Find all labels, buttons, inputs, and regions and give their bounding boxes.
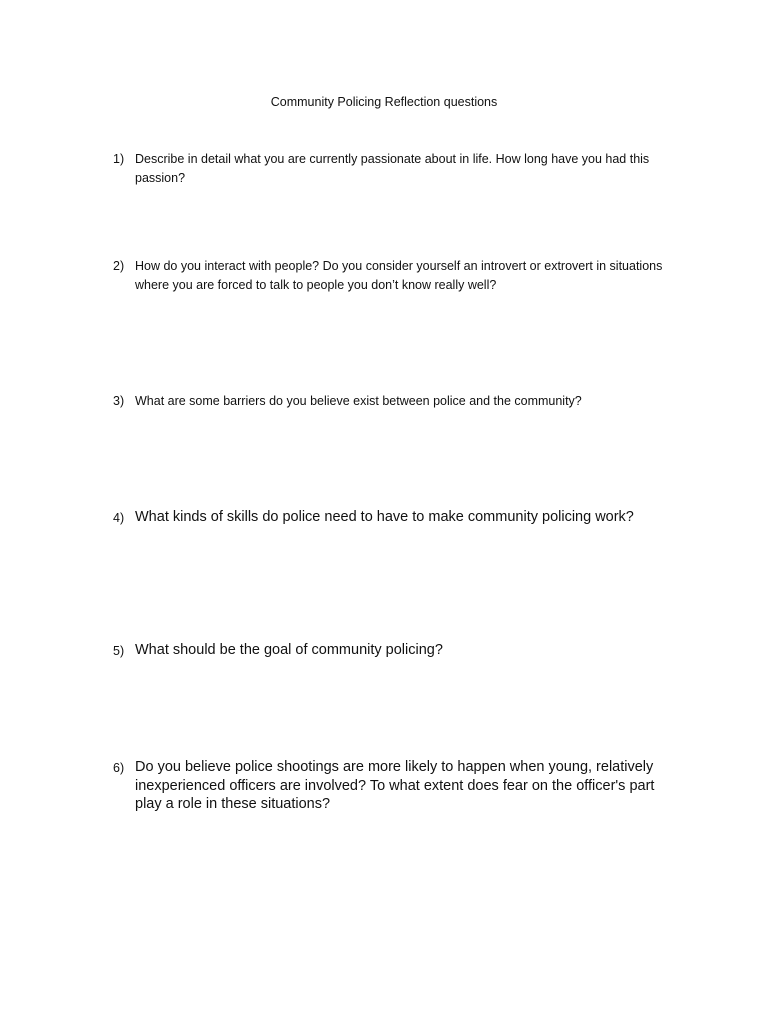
question-text: How do you interact with people? Do you consider yourself an introvert or extrovert in situations where you are forced to talk to people you don’t know really well? (135, 259, 663, 292)
question-number: 3) (113, 394, 125, 408)
document-title: Community Policing Reflection questions (270, 95, 498, 109)
question-number: 4) (113, 511, 125, 525)
question-text: What kinds of skills do police need to have to make community policing work? (135, 509, 634, 525)
question-number: 2) (113, 259, 125, 273)
question-text: What should be the goal of community policing? (135, 642, 443, 658)
question-text: Do you believe police shootings are more likely to happen when young, relatively inexperienced officers are involved? To what extent does fear on the officer's part play a role in these situations? (135, 759, 655, 812)
question-number: 6) (113, 761, 125, 775)
question-number: 1) (113, 152, 125, 166)
question-text: What are some barriers do you believe exist between police and the community? (135, 394, 582, 408)
question-text: Describe in detail what you are currently passionate about in life. How long have you had this passion? (135, 152, 650, 185)
question-number: 5) (113, 644, 125, 658)
